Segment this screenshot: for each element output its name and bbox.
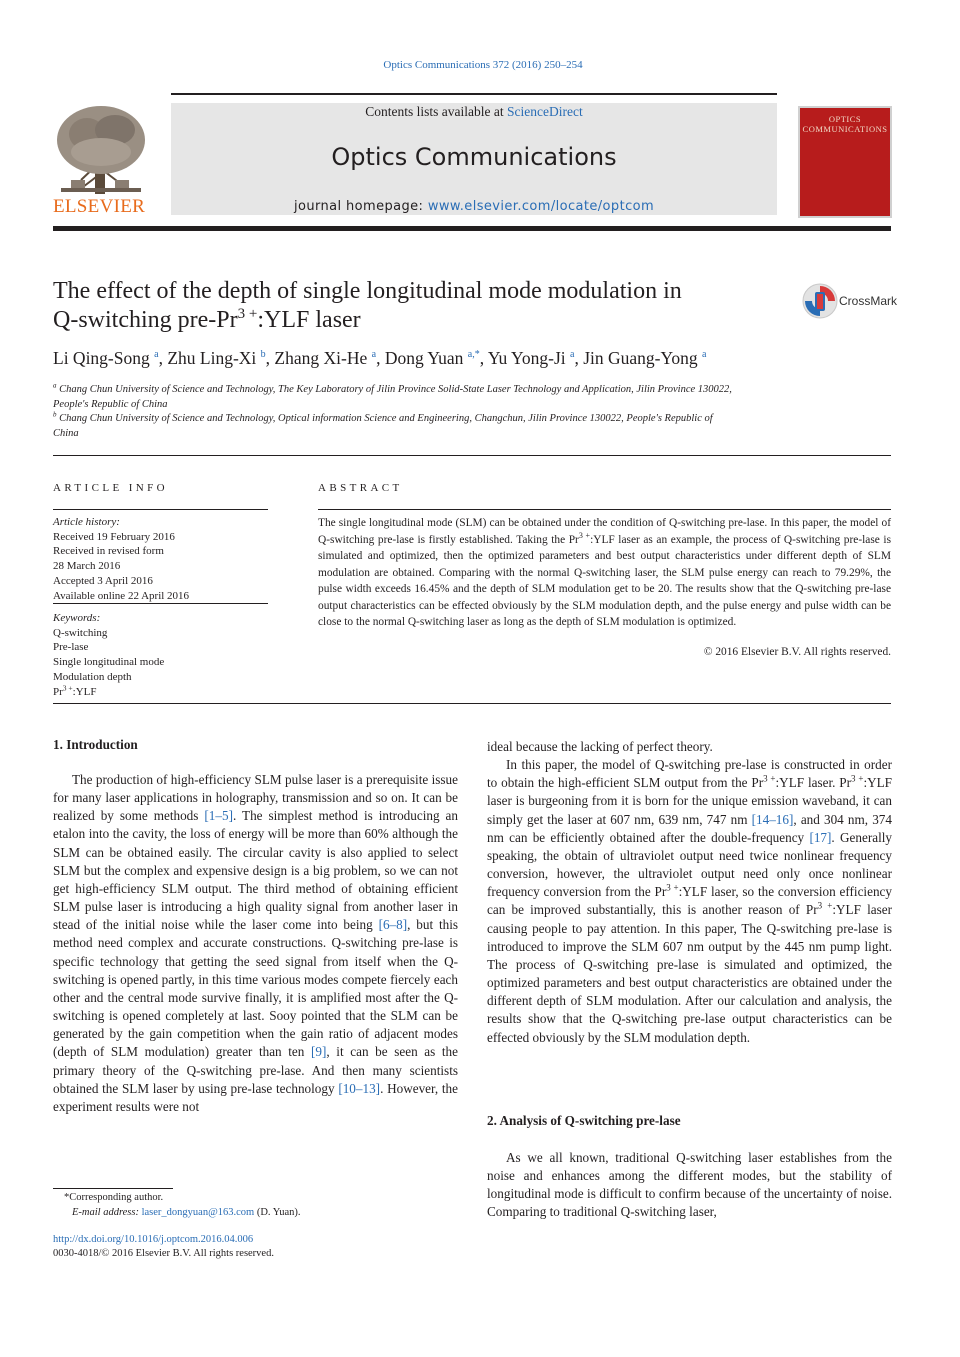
citation-link[interactable]: [9] — [311, 1044, 327, 1060]
section-2-paragraph — [487, 1149, 892, 1222]
superscript: 3 + — [851, 773, 864, 784]
history-block — [53, 515, 189, 603]
history-accepted: Accepted 3 April 2016 — [53, 574, 153, 587]
homepage-link[interactable]: www.elsevier.com/locate/optcom — [427, 199, 655, 214]
intro-text: , but this method need complex and accurate constructions. Q-switching pre-lase is specific technology that getting the seed signal from itself when the Q-switching is opened partly, in this time various modes compete fiercely each other and the central mode survive finally, it is amplified most after the Q-switching is opened completely at last. Sooy pointed that the SLM can be generated by the gain competition when the gain ratio of adjacent modes (depth of SLM modulation) greater than ten — [53, 917, 458, 1060]
intro2-text: In this paper, the model of Q-switching pre-lase is constructed in order to obtain the high-efficient SLM output from the Pr — [487, 757, 892, 791]
affiliation-a-line1: Chang Chun University of Science and Technology, The Key Laboratory of Jilin Province Solid-State Laser Technology and Application, Jilin Province 130022, — [59, 384, 732, 395]
cover-title — [800, 114, 890, 134]
author-name[interactable]: Jin Guang-Yong — [583, 348, 698, 368]
journal-homepage — [171, 199, 777, 214]
author-list — [53, 348, 706, 369]
abstract-copyright: © 2016 Elsevier B.V. All rights reserved. — [703, 646, 891, 658]
history-revised: Received in revised form — [53, 545, 164, 558]
intro2-text: :YLF laser, so the conversion efficiency can be improved substantially, this is another reason of Pr — [487, 884, 892, 918]
title-line2 — [53, 306, 773, 335]
author-affiliation-mark[interactable]: a — [371, 349, 377, 361]
intro-text: . However, the experiment results were not — [53, 1080, 459, 1114]
citation-link[interactable]: [14–16] — [751, 811, 794, 827]
affiliation-b-line1: Chang Chun University of Science and Technology, Optical information Science and Engineering, Changchun, Jilin Province 130022, People's Republic of — [59, 413, 713, 424]
keyword-item: Pre-lase — [53, 641, 89, 654]
superscript: 3 + — [817, 901, 833, 912]
email-link[interactable]: laser_dongyuan@163.com — [141, 1207, 255, 1218]
abstract-divider — [53, 703, 891, 704]
elsevier-wordmark: ELSEVIER — [53, 196, 146, 217]
abstract-heading: ABSTRACT — [318, 482, 403, 494]
cover-title-line2: COMMUNICATIONS — [802, 124, 888, 134]
author-affiliation-mark[interactable]: b — [260, 349, 266, 361]
affiliation-b — [53, 412, 793, 441]
author-name[interactable]: Zhang Xi-He — [274, 348, 368, 368]
author-affiliation-mark[interactable]: a,* — [467, 349, 480, 361]
author-name[interactable]: Zhu Ling-Xi — [167, 348, 257, 368]
contents-line — [171, 104, 777, 120]
contents-prefix: Contents lists available at — [365, 104, 507, 119]
doi-link[interactable]: http://dx.doi.org/10.1016/j.optcom.2016.04.006 — [53, 1234, 254, 1245]
intro-text: The production of high-efficiency SLM pulse laser is a prerequisite issue for many laser applications in holography, transmission and so on. It can be realized by some methods — [53, 772, 458, 824]
citation-link[interactable]: [10–13] — [338, 1080, 381, 1096]
intro2-text: :YLF laser is burgeoning from it is born for the unique emission waveband, it can simply get the laser at 607 nm, 639 nm, 747 nm — [487, 775, 893, 827]
affiliation-b-line2: China — [53, 427, 79, 439]
journal-citation[interactable]: Optics Communications 372 (2016) 250–254 — [383, 59, 583, 71]
superscript: 3 + — [666, 882, 679, 893]
author-name[interactable]: Yu Yong-Ji — [487, 348, 566, 368]
keyword-last-post: :YLF — [72, 685, 97, 698]
intro-paragraph — [53, 771, 458, 1116]
author-affiliation-mark[interactable]: a — [702, 349, 707, 361]
footnote-rule — [53, 1188, 173, 1189]
header-thick-rule — [53, 226, 891, 231]
keyword-item: Q-switching — [53, 626, 108, 639]
history-revised-date: 28 March 2016 — [53, 560, 121, 573]
intro-paragraph-2 — [487, 756, 892, 1047]
author-separator: , — [158, 348, 168, 368]
corresponding-author-note — [64, 1190, 163, 1205]
homepage-prefix: journal homepage: — [293, 199, 428, 214]
intro-text: . The simplest method is introducing an etalon into the cavity, the loss of energy will be more than 60% although the SLM can be obtained easily. The circular cavity is also applied to select SLM but the complex and expensive design is a big problem, so we can not get high-efficiency SLM output. The third method of obtaining efficient SLM pulse laser is introducing a high quality signal from another laser in stead of the initial noise while the laser come into being — [53, 808, 458, 933]
title-line2-post: :YLF laser — [257, 307, 361, 333]
email-note — [72, 1205, 300, 1220]
keyword-item — [53, 682, 164, 700]
author-separator: , — [574, 348, 584, 368]
header-top-rule — [171, 93, 777, 95]
author-separator: , — [265, 348, 275, 368]
email-suffix: (D. Yuan). — [254, 1207, 301, 1218]
intro-continuation: ideal because the lacking of perfect theory. — [487, 739, 713, 754]
intro2-text: , and 304 nm, 374 nm can be efficiently obtained after the double-frequency — [487, 811, 892, 845]
keyword-item: Single longitudinal mode — [53, 656, 165, 669]
email-label: E-mail address: — [72, 1207, 142, 1218]
superscript: 3 + — [763, 773, 776, 784]
citation-link[interactable]: [6–8] — [378, 917, 408, 933]
affiliation-b-label: b — [53, 410, 57, 419]
abstract-rule — [318, 509, 891, 510]
citation-link[interactable]: [17] — [809, 829, 832, 845]
author-separator: , — [376, 348, 385, 368]
author-separator: , — [479, 348, 488, 368]
author-name[interactable]: Dong Yuan — [384, 348, 464, 368]
sciencedirect-link[interactable]: ScienceDirect — [507, 104, 583, 119]
history-label: Article history: — [53, 516, 120, 528]
cover-title-line1: OPTICS — [828, 114, 862, 124]
keywords-block — [53, 611, 164, 699]
title-sup: 3 + — [237, 306, 258, 322]
title-line2-pre: Q-switching pre-Pr — [53, 307, 238, 333]
corr-mark: * — [64, 1192, 70, 1203]
article-info-rule-mid — [53, 603, 268, 604]
author-affiliation-mark[interactable]: a — [154, 349, 159, 361]
section-2-heading: 2. Analysis of Q-switching pre-lase — [487, 1113, 681, 1128]
journal-title: Optics Communications — [331, 143, 617, 171]
affiliation-a — [53, 383, 793, 412]
intro2-text: :YLF laser. Pr — [775, 775, 852, 791]
article-info-heading: ARTICLE INFO — [53, 482, 168, 494]
intro-text: , it can be seen as the primary theory of the Q-switching pre-lase. And then many scientists obtained the SLM laser by using pre-lase technology — [53, 1044, 458, 1096]
keyword-last-sup: 3 + — [62, 682, 73, 692]
corr-text: Corresponding author. — [69, 1192, 164, 1203]
keyword-item: Modulation depth — [53, 670, 132, 683]
affiliation-a-label: a — [53, 381, 57, 390]
affiliation-a-line2: People's Republic of China — [53, 398, 168, 410]
intro2-text: :YLF laser causing people to pay attention. In this paper, The Q-switching pre-lase is introduced to improve the SLM 607 nm output by the 445 nm pump light. The process of Q-switching pre-lase is simulated and optimized, the optimized parameters and best output characteristics are obtained under the different depth of SLM modulation. After our calculation and analysis, the results show that the Q-switching pre-lase output characteristics can be effected obviously by the SLM modulation depth. — [487, 902, 892, 1045]
journal-cover-image[interactable] — [800, 108, 890, 216]
title-divider — [53, 455, 891, 456]
section-2-text: As we all known, traditional Q-switching laser establishes from the noise and enhances among the different modes, but the stability of longitudinal mode is difficult to confirm because of the uncertainty of noise. Comparing to traditional Q-switching laser, — [487, 1150, 892, 1220]
abstract-text — [318, 515, 891, 631]
crossmark-label[interactable]: CrossMark — [839, 294, 898, 308]
right-column — [487, 738, 892, 1047]
keyword-last-pre: Pr — [53, 685, 63, 698]
abstract-text-1: The single longitudinal mode (SLM) can be obtained under the condition of Q-switching pre-lase. In this paper, the model of Q-switching pre-lase is firstly established. Taking the Pr — [318, 517, 891, 546]
citation-link[interactable]: [1–5] — [204, 808, 233, 824]
intro2-text: . Generally speaking, the obtain of ultraviolet output need twice nonlinear frequency conversion, however, the ultraviolet output need only once nonlinear frequency conversion from the Pr — [487, 829, 892, 900]
keywords-label: Keywords: — [53, 612, 101, 624]
article-info-rule-top — [53, 509, 268, 510]
article-title — [53, 277, 773, 335]
crossmark-icon[interactable] — [802, 282, 838, 320]
history-received: Received 19 February 2016 — [53, 530, 175, 543]
title-line1: The effect of the depth of single longitudinal mode modulation in — [53, 278, 682, 304]
abstract-text-2: :YLF laser as an example, the process of Q-switching pre-lase is simulated and optimized, then the optimized parameters and best output characteristics under different depth of SLM modulation are obtained. Comparing with the normal Q-switching laser, the SLM pulse energy can reach to 79.29%, the pulse width exceeds 16.45% and the depth of SLM modulation get to be 20. The results show that the Q-switching pre-lase output characteristics can be effected obviously by the SLM modulation depth, and the pulse energy and pulse width can be close to the normal Q-switching laser as long as the depth of SLM modulation is optimized. — [318, 533, 891, 628]
history-online: Available online 22 April 2016 — [53, 589, 190, 602]
issn-copyright: 0030-4018/© 2016 Elsevier B.V. All rights reserved. — [53, 1248, 274, 1259]
section-1-heading: 1. Introduction — [53, 737, 138, 752]
author-name[interactable]: Li Qing-Song — [53, 348, 150, 368]
author-affiliation-mark[interactable]: a — [570, 349, 575, 361]
abstract-sup: 3 + — [578, 530, 591, 540]
